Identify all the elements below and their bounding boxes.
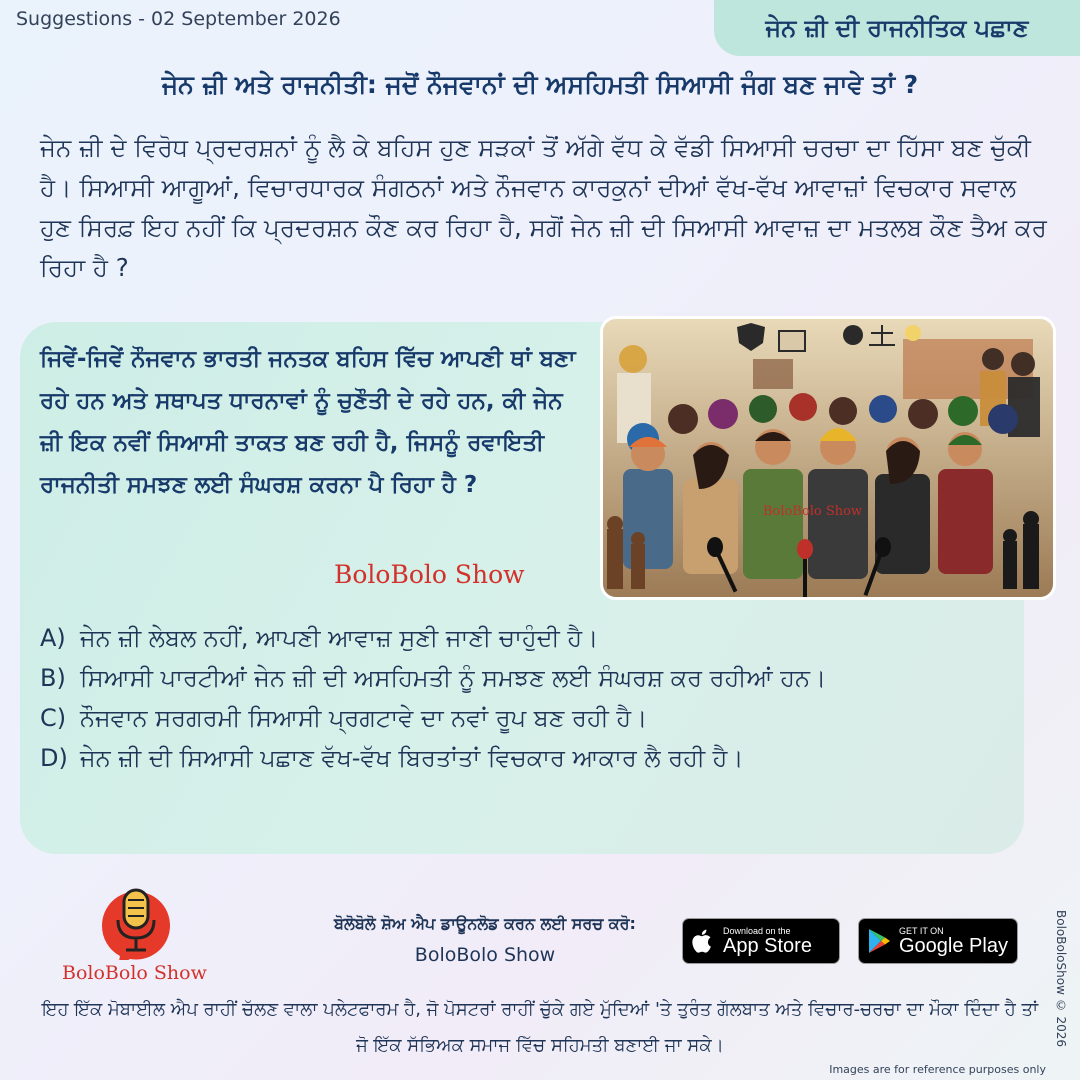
image-watermark: BoloBolo Show [763, 504, 863, 519]
option-b[interactable]: B) ਸਿਆਸੀ ਪਾਰਟੀਆਂ ਜੇਨ ਜ਼ੀ ਦੀ ਅਸਹਿਮਤੀ ਨੂੰ ਸਮਝਣ ਲਈ ਸੰਘਰਸ਼ ਕਰ ਰਹੀਆਂ ਹਨ। [40, 664, 827, 692]
copyright: BoloBoloShow © 2026 [1054, 910, 1068, 1048]
reference-note: Images are for reference purposes only [829, 1063, 1046, 1076]
topic-tag: ਜੇਨ ਜ਼ੀ ਦੀ ਰਾਜਨੀਤਿਕ ਪਛਾਣ [714, 0, 1080, 56]
footer-text: ਇਹ ਇੱਕ ਮੋਬਾਈਲ ਐਪ ਰਾਹੀਂ ਚੱਲਣ ਵਾਲਾ ਪਲੇਟਫਾਰਮ ਹੈ, ਜੋ ਪੋਸਟਰਾਂ ਰਾਹੀਂ ਚੁੱਕੇ ਗਏ ਮੁੱਦਿਆਂ 'ਤੇ ਤੁਰੰਤ ਗੱਲਬਾਤ ਅਤੇ ਵਿਚਾਰ-ਚਰਚਾ ਦਾ ਮੌਕਾ ਦਿੰਦਾ ਹੈ ਤਾਂ ਜੋ ਇੱਕ ਸੱਭਿਅਕ ਸਮਾਜ ਵਿੱਚ ਸਹਿਮਤੀ ਬਣਾਈ ਜਾ ਸਕੇ। [41, 999, 1039, 1056]
microphone-icon [102, 890, 170, 960]
app-store-button[interactable]: Download on the App Store [682, 918, 840, 964]
play-icon [859, 918, 899, 964]
headline: ਜੇਨ ਜ਼ੀ ਅਤੇ ਰਾਜਨੀਤੀ: ਜਦੋਂ ਨੌਜਵਾਨਾਂ ਦੀ ਅਸਹਿਮਤੀ ਸਿਆਸੀ ਜੰਗ ਬਣ ਜਾਵੇ ਤਾਂ ? [161, 70, 919, 99]
download-brand: BoloBolo Show [414, 944, 556, 966]
date-label: Suggestions - 02 September 2026 [16, 8, 341, 30]
option-c[interactable]: C) ਨੌਜਵਾਨ ਸਰਗਰਮੀ ਸਿਆਸੀ ਪ੍ਰਗਟਾਵੇ ਦਾ ਨਵਾਂ ਰੂਪ ਬਣ ਰਹੀ ਹੈ। [40, 704, 648, 732]
options-list [40, 618, 1020, 778]
illustration-image [600, 316, 1056, 600]
brand-mid: BoloBolo Show [334, 560, 525, 589]
option-d[interactable]: D) ਜੇਨ ਜ਼ੀ ਦੀ ਸਿਆਸੀ ਪਛਾਣ ਵੱਖ-ਵੱਖ ਬਿਰਤਾਂਤਾਂ ਵਿਚਕਾਰ ਆਕਾਰ ਲੈ ਰਹੀ ਹੈ। [40, 744, 744, 772]
intro-paragraph: ਜੇਨ ਜ਼ੀ ਦੇ ਵਿਰੋਧ ਪ੍ਰਦਰਸ਼ਨਾਂ ਨੂੰ ਲੈ ਕੇ ਬਹਿਸ ਹੁਣ ਸੜਕਾਂ ਤੋਂ ਅੱਗੇ ਵੱਧ ਕੇ ਵੱਡੀ ਸਿਆਸੀ ਚਰਚਾ ਦਾ ਹਿੱਸਾ ਬਣ ਚੁੱਕੀ ਹੈ। ਸਿਆਸੀ ਆਗੂਆਂ, ਵਿਚਾਰਧਾਰਕ ਸੰਗਠਨਾਂ ਅਤੇ ਨੌਜਵਾਨ ਕਾਰਕੁਨਾਂ ਦੀਆਂ ਵੱਖ-ਵੱਖ ਆਵਾਜ਼ਾਂ ਵਿਚਕਾਰ ਸਵਾਲ ਹੁਣ ਸਿਰਫ਼ ਇਹ ਨਹੀਂ ਕਿ ਪ੍ਰਦਰਸ਼ਨ ਕੌਣ ਕਰ ਰਿਹਾ ਹੈ, ਸਗੋਂ ਜੇਨ ਜ਼ੀ ਦੀ ਸਿਆਸੀ ਆਵਾਜ਼ ਦਾ ਮਤਲਬ ਕੌਣ ਤੈਅ ਕਰ ਰਿਹਾ ਹੈ ? [40, 133, 1047, 282]
download-instruction: ਬੋਲੋਬੋਲੋ ਸ਼ੋਅ ਐਪ ਡਾਊਨਲੋਡ ਕਰਨ ਲਈ ਸਰਚ ਕਰੋ: [334, 914, 636, 933]
google-play-button[interactable]: GET IT ON Google Play [858, 918, 1018, 964]
question-text: ਜਿਵੇਂ-ਜਿਵੇਂ ਨੌਜਵਾਨ ਭਾਰਤੀ ਜਨਤਕ ਬਹਿਸ ਵਿੱਚ ਆਪਣੀ ਥਾਂ ਬਣਾ ਰਹੇ ਹਨ ਅਤੇ ਸਥਾਪਤ ਧਾਰਨਾਵਾਂ ਨੂੰ ਚੁਣੌਤੀ ਦੇ ਰਹੇ ਹਨ, ਕੀ ਜੇਨ ਜ਼ੀ ਇਕ ਨਵੀਂ ਸਿਆਸੀ ਤਾਕਤ ਬਣ ਰਹੀ ਹੈ, ਜਿਸਨੂੰ ਰਵਾਇਤੀ ਰਾਜਨੀਤੀ ਸਮਝਣ ਲਈ ਸੰਘਰਸ਼ ਕਰਨਾ ਪੈ ਰਿਹਾ ਹੈ ? [40, 346, 576, 498]
logo-text: BoloBolo Show [62, 962, 207, 984]
apple-icon [683, 918, 723, 964]
option-a[interactable]: A) ਜੇਨ ਜ਼ੀ ਲੇਬਲ ਨਹੀਂ, ਆਪਣੀ ਆਵਾਜ਼ ਸੁਣੀ ਜਾਣੀ ਚਾਹੁੰਦੀ ਹੈ। [40, 624, 599, 652]
